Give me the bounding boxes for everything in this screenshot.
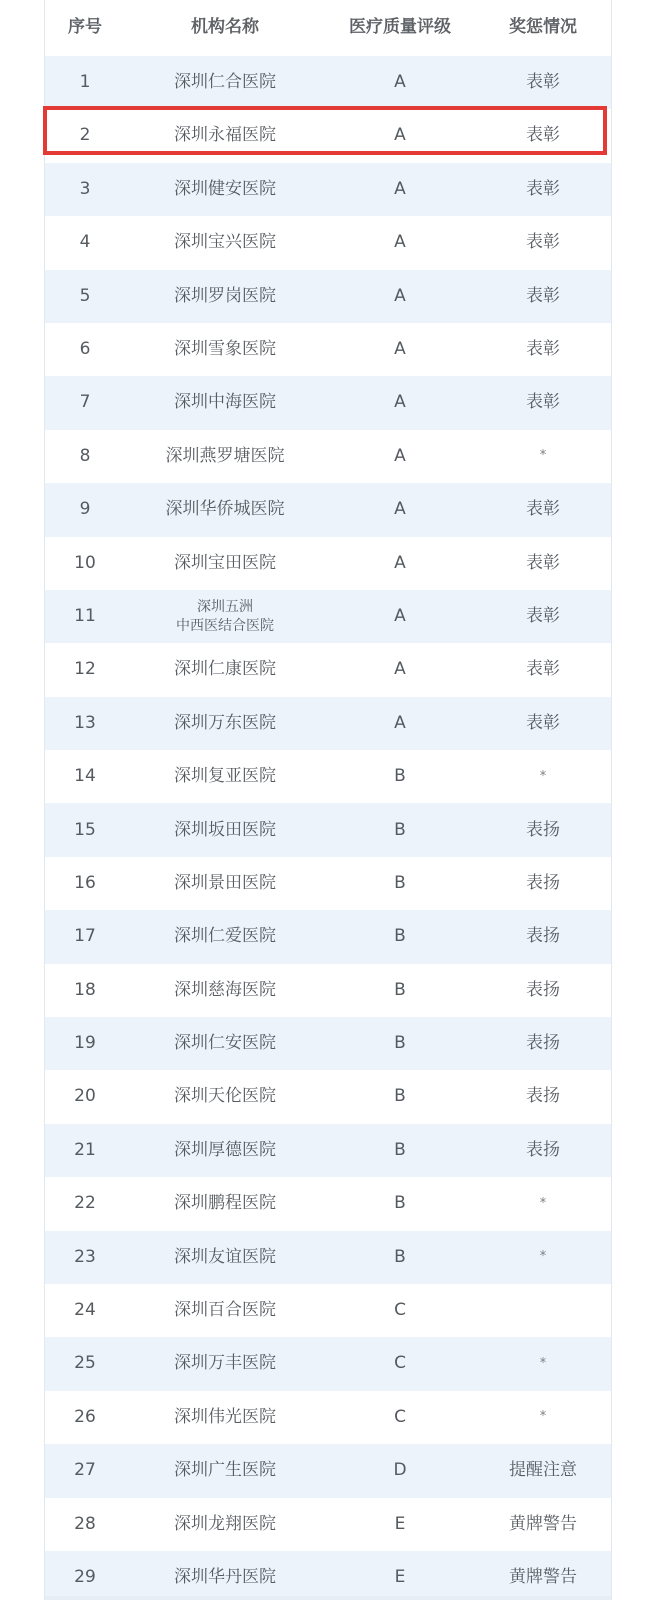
cell-quality-grade: B	[394, 1033, 406, 1054]
cell-institution-name: 深圳万东医院	[174, 712, 276, 733]
cell-institution-name: 深圳百合医院	[174, 1300, 276, 1321]
cell-institution-name: 深圳厚德医院	[174, 1139, 276, 1160]
cell-quality-grade: C	[394, 1300, 406, 1321]
table-row	[45, 323, 611, 376]
table-row	[45, 56, 611, 109]
header-institution-name: 机构名称	[191, 17, 259, 38]
cell-reward-penalty: 表扬	[526, 1033, 560, 1054]
table-row	[45, 1070, 611, 1123]
cell-quality-grade: E	[394, 1513, 406, 1534]
cell-reward-penalty: 表彰	[526, 659, 560, 680]
cell-institution-name: 深圳仁爱医院	[174, 926, 276, 947]
cell-reward-penalty: *	[539, 1195, 547, 1211]
cell-institution-name: 深圳罗岗医院	[174, 285, 276, 306]
cell-reward-penalty: 表扬	[526, 1086, 560, 1107]
cell-quality-grade: B	[394, 1193, 406, 1214]
cell-institution-name: 深圳健安医院	[174, 178, 276, 199]
table-row	[45, 1124, 611, 1177]
cell-reward-penalty: 表彰	[526, 499, 560, 520]
cell-no: 20	[74, 1086, 96, 1107]
cell-no: 11	[74, 605, 96, 626]
table-row	[45, 857, 611, 910]
table-row	[45, 750, 611, 803]
table-row	[45, 216, 611, 269]
cell-no: 27	[74, 1460, 96, 1481]
cell-institution-name: 深圳鹏程医院	[174, 1193, 276, 1214]
cell-reward-penalty: *	[539, 448, 547, 464]
rating-table	[45, 0, 611, 1600]
cell-quality-grade: A	[394, 659, 406, 680]
cell-no: 8	[79, 445, 91, 466]
cell-quality-grade: A	[394, 445, 406, 466]
cell-no: 22	[74, 1193, 96, 1214]
cell-no: 15	[74, 819, 96, 840]
table-row	[45, 1337, 611, 1390]
cell-reward-penalty: *	[539, 1409, 547, 1425]
cell-quality-grade: A	[394, 232, 406, 253]
cell-reward-penalty: 表扬	[526, 819, 560, 840]
cell-no: 21	[74, 1139, 96, 1160]
cell-quality-grade: B	[394, 926, 406, 947]
table-row	[45, 643, 611, 696]
cell-no: 17	[74, 926, 96, 947]
header-reward-penalty: 奖惩情况	[509, 17, 577, 38]
table-row	[45, 430, 611, 483]
cell-quality-grade: A	[394, 712, 406, 733]
header-no: 序号	[68, 17, 102, 38]
cell-no: 14	[74, 766, 96, 787]
cell-institution-name: 深圳慈海医院	[174, 979, 276, 1000]
cell-quality-grade: A	[394, 499, 406, 520]
cell-reward-penalty: 表彰	[526, 339, 560, 360]
cell-no: 2	[79, 125, 91, 146]
cell-no: 13	[74, 712, 96, 733]
table-row	[45, 1391, 611, 1444]
cell-quality-grade: A	[394, 605, 406, 626]
table-row	[45, 1444, 611, 1497]
cell-quality-grade: B	[394, 1086, 406, 1107]
cell-no: 12	[74, 659, 96, 680]
cell-quality-grade: B	[394, 819, 406, 840]
cell-no: 9	[79, 499, 91, 520]
header-quality-grade: 医疗质量评级	[349, 17, 451, 38]
cell-institution-name: 深圳仁安医院	[174, 1033, 276, 1054]
table-row	[45, 109, 611, 162]
cell-reward-penalty: 表彰	[526, 392, 560, 413]
cell-institution-name: 深圳雪象医院	[174, 339, 276, 360]
cell-reward-penalty: 表彰	[526, 178, 560, 199]
cell-institution-name: 深圳友谊医院	[174, 1246, 276, 1267]
cell-institution-name: 深圳永福医院	[174, 125, 276, 146]
cell-quality-grade: B	[394, 1246, 406, 1267]
cell-no: 16	[74, 872, 96, 893]
cell-no: 28	[74, 1513, 96, 1534]
cell-no: 4	[79, 232, 91, 253]
cell-reward-penalty: *	[539, 1249, 547, 1265]
table-row	[45, 1551, 611, 1600]
cell-no: 3	[79, 178, 91, 199]
cell-institution-name: 深圳复亚医院	[174, 766, 276, 787]
cell-institution-name: 深圳宝田医院	[174, 552, 276, 573]
cell-no: 7	[79, 392, 91, 413]
table-row	[45, 1177, 611, 1230]
cell-institution-name: 深圳燕罗塘医院	[165, 445, 285, 466]
cell-reward-penalty: 表彰	[526, 285, 560, 306]
cell-institution-name: 深圳华丹医院	[174, 1567, 276, 1587]
table-body	[45, 56, 611, 1600]
table-row	[45, 910, 611, 963]
cell-reward-penalty: 表扬	[526, 1139, 560, 1160]
table-row	[45, 163, 611, 216]
cell-quality-grade: C	[394, 1406, 406, 1427]
table-row	[45, 270, 611, 323]
cell-no: 23	[74, 1246, 96, 1267]
cell-quality-grade: A	[394, 339, 406, 360]
cell-no: 29	[74, 1567, 96, 1587]
cell-quality-grade: A	[394, 72, 406, 93]
cell-quality-grade: A	[394, 552, 406, 573]
cell-reward-penalty: 黄牌警告	[509, 1567, 577, 1587]
cell-reward-penalty: 表彰	[526, 712, 560, 733]
cell-reward-penalty: 表扬	[526, 926, 560, 947]
cell-quality-grade: A	[394, 285, 406, 306]
cell-institution-name: 深圳中海医院	[174, 392, 276, 413]
table-row	[45, 697, 611, 750]
cell-no: 25	[74, 1353, 96, 1374]
cell-reward-penalty: 黄牌警告	[509, 1513, 577, 1534]
cell-institution-name: 深圳景田医院	[174, 872, 276, 893]
table-row	[45, 803, 611, 856]
cell-no: 24	[74, 1300, 96, 1321]
cell-quality-grade: B	[394, 872, 406, 893]
cell-institution-name: 深圳龙翔医院	[174, 1513, 276, 1534]
cell-institution-name: 深圳仁合医院	[174, 72, 276, 93]
cell-no: 10	[74, 552, 96, 573]
cell-no: 18	[74, 979, 96, 1000]
table-row	[45, 1284, 611, 1337]
table-row	[45, 1498, 611, 1551]
cell-quality-grade: A	[394, 125, 406, 146]
cell-quality-grade: D	[393, 1460, 407, 1481]
cell-reward-penalty: 表彰	[526, 125, 560, 146]
cell-institution-name: 深圳坂田医院	[174, 819, 276, 840]
cell-quality-grade: B	[394, 979, 406, 1000]
cell-reward-penalty: 表扬	[526, 979, 560, 1000]
cell-quality-grade: A	[394, 392, 406, 413]
table-header-row	[45, 0, 611, 56]
cell-institution-name: 深圳天伦医院	[174, 1086, 276, 1107]
cell-no: 19	[74, 1033, 96, 1054]
cell-no: 6	[79, 339, 91, 360]
cell-reward-penalty: 表彰	[526, 605, 560, 626]
cell-institution-name: 深圳仁康医院	[174, 659, 276, 680]
table-row	[45, 483, 611, 536]
table-row	[45, 1231, 611, 1284]
cell-reward-penalty: *	[539, 1355, 547, 1371]
cell-reward-penalty: 表彰	[526, 232, 560, 253]
table-row	[45, 964, 611, 1017]
cell-institution-name: 深圳广生医院	[174, 1460, 276, 1481]
cell-reward-penalty: *	[539, 768, 547, 784]
cell-quality-grade: B	[394, 766, 406, 787]
table-row	[45, 590, 611, 643]
table-row	[45, 1017, 611, 1070]
cell-institution-name: 深圳万丰医院	[174, 1353, 276, 1374]
table-row	[45, 376, 611, 429]
table-bottom-bar	[45, 1596, 611, 1600]
cell-institution-name: 深圳伟光医院	[174, 1406, 276, 1427]
cell-no: 5	[79, 285, 91, 306]
cell-reward-penalty: 表彰	[526, 552, 560, 573]
cell-reward-penalty: 提醒注意	[509, 1460, 577, 1481]
cell-reward-penalty: 表扬	[526, 872, 560, 893]
cell-quality-grade: A	[394, 178, 406, 199]
table-row	[45, 537, 611, 590]
cell-quality-grade: B	[394, 1139, 406, 1160]
cell-no: 1	[79, 72, 91, 93]
cell-reward-penalty: 表彰	[526, 72, 560, 93]
cell-quality-grade: E	[394, 1567, 406, 1587]
cell-quality-grade: C	[394, 1353, 406, 1374]
cell-no: 26	[74, 1406, 96, 1427]
cell-institution-name: 深圳五洲 中西医结合医院	[176, 599, 274, 634]
cell-institution-name: 深圳宝兴医院	[174, 232, 276, 253]
cell-institution-name: 深圳华侨城医院	[165, 499, 285, 520]
